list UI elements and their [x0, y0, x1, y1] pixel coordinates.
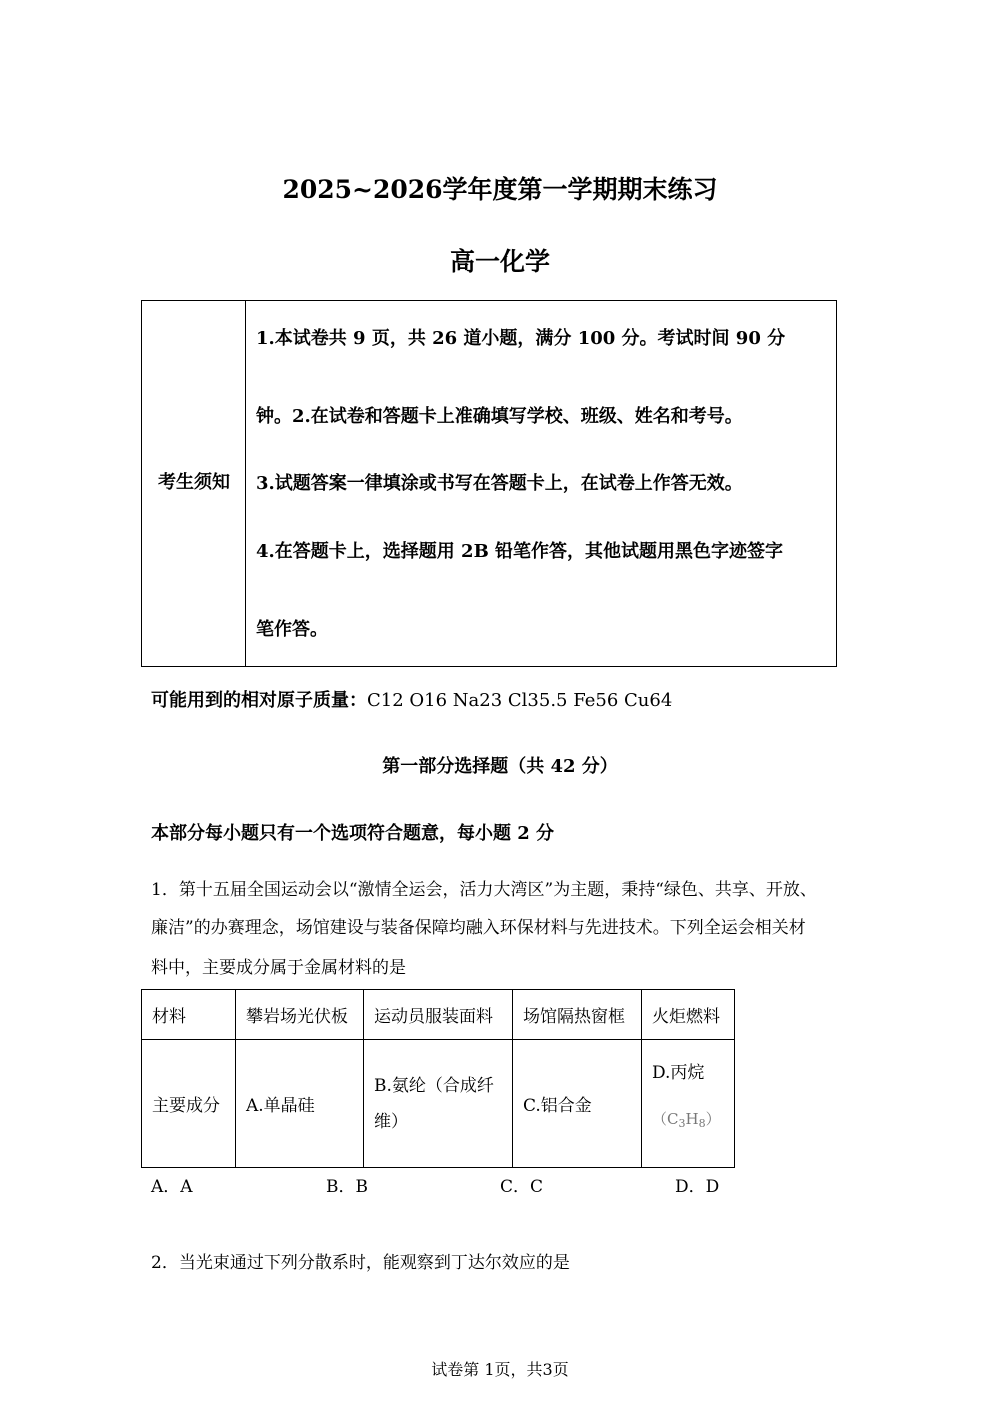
q1-option-d[interactable]: D．D [675, 1177, 720, 1197]
row-label-cell: 主要成分 [142, 1040, 236, 1168]
atomic-masses [151, 686, 672, 712]
header-cell-fabric: 运动员服装面料 [364, 990, 513, 1040]
cell-option-b [364, 1040, 513, 1168]
page-footer: 试卷第 1页，共3页 [431, 1360, 569, 1379]
q1-option-a[interactable]: A．A [151, 1177, 193, 1197]
exam-title: 2025~2026学年度第一学期期末练习 [282, 175, 718, 204]
option-d-line-1: D.丙烷 [652, 1063, 705, 1083]
option-b-line-2: 维） [374, 1111, 408, 1132]
notice-box [141, 300, 837, 667]
q2-text: 2．当光束通过下列分散系时，能观察到丁达尔效应的是 [151, 1253, 570, 1273]
notice-line-3: 3.试题答案一律填涂或书写在答题卡上，在试卷上作答无效。 [256, 473, 743, 494]
header-cell-window-frame: 场馆隔热窗框 [513, 990, 642, 1040]
header-cell-torch-fuel: 火炬燃料 [642, 990, 735, 1040]
table-header-row [142, 990, 735, 1040]
notice-line-4: 4.在答题卡上，选择题用 2B 铅笔作答，其他试题用黑色字迹签字 [256, 541, 784, 562]
atomic-masses-values: C12 O16 Na23 Cl35.5 Fe56 Cu64 [367, 690, 673, 711]
exam-subject: 高一化学 [449, 247, 550, 276]
atomic-masses-label: 可能用到的相对原子质量： [151, 690, 367, 711]
cell-option-d [642, 1040, 735, 1168]
table-row [142, 1040, 735, 1168]
cell-option-a: A.单晶硅 [236, 1040, 364, 1168]
q1-text-line-1: 1．第十五届全国运动会以“激情全运会，活力大湾区”为主题，秉持“绿色、共享、开放、 [151, 880, 817, 900]
notice-line-2: 钟。2.在试卷和答题卡上准确填写学校、班级、姓名和考号。 [256, 406, 743, 427]
q1-text-line-2: 廉洁”的办赛理念，场馆建设与装备保障均融入环保材料与先进技术。下列全运会相关材 [151, 918, 806, 938]
notice-label: 考生须知 [158, 472, 230, 493]
propane-formula: $(C_3H_8)$ [652, 1110, 721, 1130]
notice-line-5: 笔作答。 [256, 619, 328, 640]
cell-option-c: C.铝合金 [513, 1040, 642, 1168]
option-b-line-1: B.氨纶（合成纤 [374, 1075, 494, 1096]
q1-option-b[interactable]: B．B [326, 1177, 368, 1197]
q1-text-line-3: 料中，主要成分属于金属材料的是 [151, 958, 406, 978]
part1-instruction: 本部分每小题只有一个选项符合题意，每小题 2 分 [151, 823, 555, 844]
q1-option-c[interactable]: C．C [500, 1177, 544, 1197]
notice-line-1: 1.本试卷共 9 页，共 26 道小题，满分 100 分。考试时间 90 分 [256, 328, 786, 349]
part1-heading: 第一部分选择题（共 42 分） [382, 756, 618, 777]
materials-table [141, 989, 735, 1168]
header-cell-solar-panel: 攀岩场光伏板 [236, 990, 364, 1040]
header-cell-material: 材料 [142, 990, 236, 1040]
